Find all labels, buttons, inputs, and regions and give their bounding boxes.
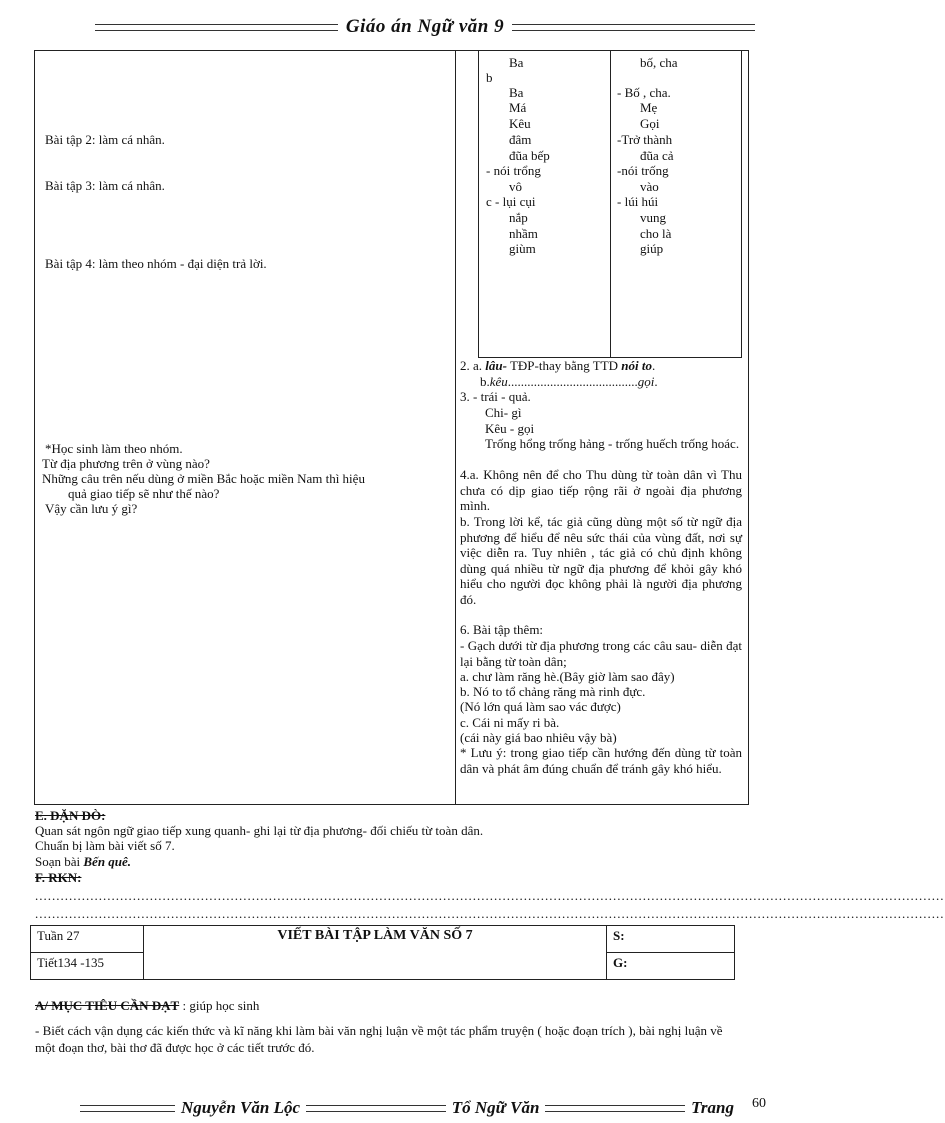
- header-rule-left: [95, 24, 338, 31]
- muc-tieu-heading: A/ MỤC TIÊU CẦN ĐẠT : giúp học sinh: [35, 998, 260, 1013]
- tl-10: nắp: [509, 210, 528, 225]
- answer-6f: (cái này giá bao nhiêu vậy bà): [460, 730, 617, 745]
- rkn-dots-2: ......................................................................................................................................................................................................................: [35, 906, 945, 921]
- answer-6d: (Nó lớn quá làm sao vác được): [460, 699, 621, 714]
- week-cell: Tuần 27: [31, 926, 144, 953]
- tr-2: - Bố , cha.: [617, 85, 671, 100]
- answer-3b: Chi- gì: [485, 405, 522, 420]
- word-table-divider: [610, 51, 611, 357]
- footer-rule-2: [306, 1105, 446, 1112]
- tl-4: Kêu: [509, 116, 531, 131]
- left-group: *Học sinh làm theo nhóm.: [45, 441, 183, 456]
- footer-rule-1: [80, 1105, 175, 1112]
- tl-0: Ba: [509, 55, 524, 70]
- answer-3d: Trống hổng trống hảng - trống huếch trống hoác.: [485, 436, 740, 451]
- muc-tieu-b1: - Biết cách vận dụng các kiến thức và kĩ năng khi làm bài văn nghị luận về một tác phẩm truyện ( hoặc đoạn trích ), bài nghị luận về một đoạn thơ, bài thơ đã được học ở các tiết trước đó.: [35, 1023, 723, 1055]
- left-q2: Những câu trên nếu dùng ở miền Bắc hoặc miền Nam thì hiệu: [42, 471, 365, 486]
- page-footer: [80, 1096, 740, 1120]
- header-rule-right: [512, 24, 755, 31]
- page-header: [95, 14, 755, 40]
- left-q1: Từ địa phương trên ở vùng nào?: [42, 456, 210, 471]
- answer-2a: 2. a. lâu- TĐP-thay bằng TTD nói to.: [460, 358, 656, 373]
- answer-3c: Kêu - gọi: [485, 421, 535, 436]
- tr-0: bố, cha: [640, 55, 678, 70]
- tl-6: đũa bếp: [509, 148, 550, 163]
- dan-do-title: E. DẶN DÒ:: [35, 808, 106, 823]
- answer-4a: 4.a. Không nên để cho Thu dùng từ toàn dân vì Thu chưa có dịp giao tiếp rộng rãi ở ngoài địa phương mình.: [460, 467, 742, 513]
- left-q2b: quả giao tiếp sẽ như thế nào?: [68, 486, 220, 501]
- dan-do-line3: Soạn bài Bến quê.: [35, 854, 132, 869]
- left-bt4: Bài tập 4: làm theo nhóm - đại diện trả lời.: [45, 256, 267, 271]
- rkn-dots-1: ......................................................................................................................................................................................................................: [35, 888, 945, 903]
- tr-11: cho là: [640, 226, 672, 241]
- answer-4b: b. Trong lời kể, tác giả cũng dùng một số từ ngữ địa phương để hiểu để nêu sức thái của vùng đất, nơi sự việc diễn ra. Tuy nhiên , tác giả có chủ định không dùng quá nhiều từ ngữ địa phương để khỏi gây khó hiểu cho người đọc không phải là người địa phương đó.: [460, 514, 742, 607]
- tr-3: Mẹ: [640, 100, 658, 115]
- rkn-title: F. RKN:: [35, 870, 82, 885]
- footer-rule-3: [545, 1105, 685, 1112]
- week-table: [30, 925, 735, 980]
- page-number: 60: [752, 1096, 766, 1111]
- footer-author: Nguyễn Văn Lộc: [181, 1098, 300, 1117]
- tl-3: Má: [509, 100, 527, 115]
- footer-group: Tổ Ngữ Văn: [451, 1098, 540, 1117]
- header-title: Giáo án Ngữ văn 9: [345, 16, 505, 37]
- tr-9: - lúi húi: [617, 194, 659, 209]
- left-bt2: Bài tập 2: làm cá nhân.: [45, 132, 165, 147]
- tr-5: -Trở thành: [617, 132, 673, 147]
- tiet-cell: Tiết134 -135: [31, 953, 144, 980]
- s-cell: S:: [607, 926, 735, 953]
- tl-2: Ba: [509, 85, 524, 100]
- tr-4: Gọi: [640, 116, 660, 131]
- tr-8: vào: [640, 179, 659, 194]
- tl-5: đâm: [509, 132, 532, 147]
- answer-6b: a. chư làm răng hè.(Bây giờ làm sao đây): [460, 669, 675, 684]
- tl-8: vô: [509, 179, 522, 194]
- left-q3: Vậy cần lưu ý gì?: [45, 501, 138, 516]
- answer-6: 6. Bài tập thêm:: [460, 622, 544, 637]
- answer-6c: b. Nó to tổ chảng răng mà rinh đực.: [460, 684, 646, 699]
- answer-6g: * Lưu ý: trong giao tiếp cần hướng đến dùng từ toàn dân và phát âm đúng chuẩn để tránh gây khó hiểu.: [460, 745, 742, 776]
- lesson-table-divider: [455, 50, 456, 805]
- left-bt3: Bài tập 3: làm cá nhân.: [45, 178, 165, 193]
- tr-10: vung: [640, 210, 666, 225]
- answer-6e: c. Cái ni mấy ri bà.: [460, 715, 560, 730]
- dan-do-line1: Quan sát ngôn ngữ giao tiếp xung quanh- ghi lại từ địa phương- đối chiếu từ toàn dân.: [35, 823, 484, 838]
- tl-9: c - lụi cụi: [486, 194, 536, 209]
- answer-3: 3. - trái - quả.: [460, 389, 531, 404]
- answer-6a: - Gạch dưới từ địa phương trong các câu sau- diễn đạt lại bằng từ toàn dân;: [460, 638, 742, 669]
- g-cell: G:: [607, 953, 735, 980]
- tr-7: -nói trống: [617, 163, 669, 178]
- tl-11: nhầm: [509, 226, 538, 241]
- dan-do-line2: Chuẩn bị làm bài viết số 7.: [35, 838, 175, 853]
- tr-12: giúp: [640, 241, 664, 256]
- answer-2b: b.kêu........................................gọi.: [480, 374, 658, 389]
- tl-1: b: [486, 70, 493, 85]
- tl-7: - nói trổng: [486, 163, 541, 178]
- lesson-title: VIẾT BÀI TẬP LÀM VĂN SỐ 7: [144, 926, 607, 980]
- tr-6: đũa cả: [640, 148, 674, 163]
- footer-page-label: Trang: [691, 1098, 734, 1117]
- tl-12: giùm: [509, 241, 536, 256]
